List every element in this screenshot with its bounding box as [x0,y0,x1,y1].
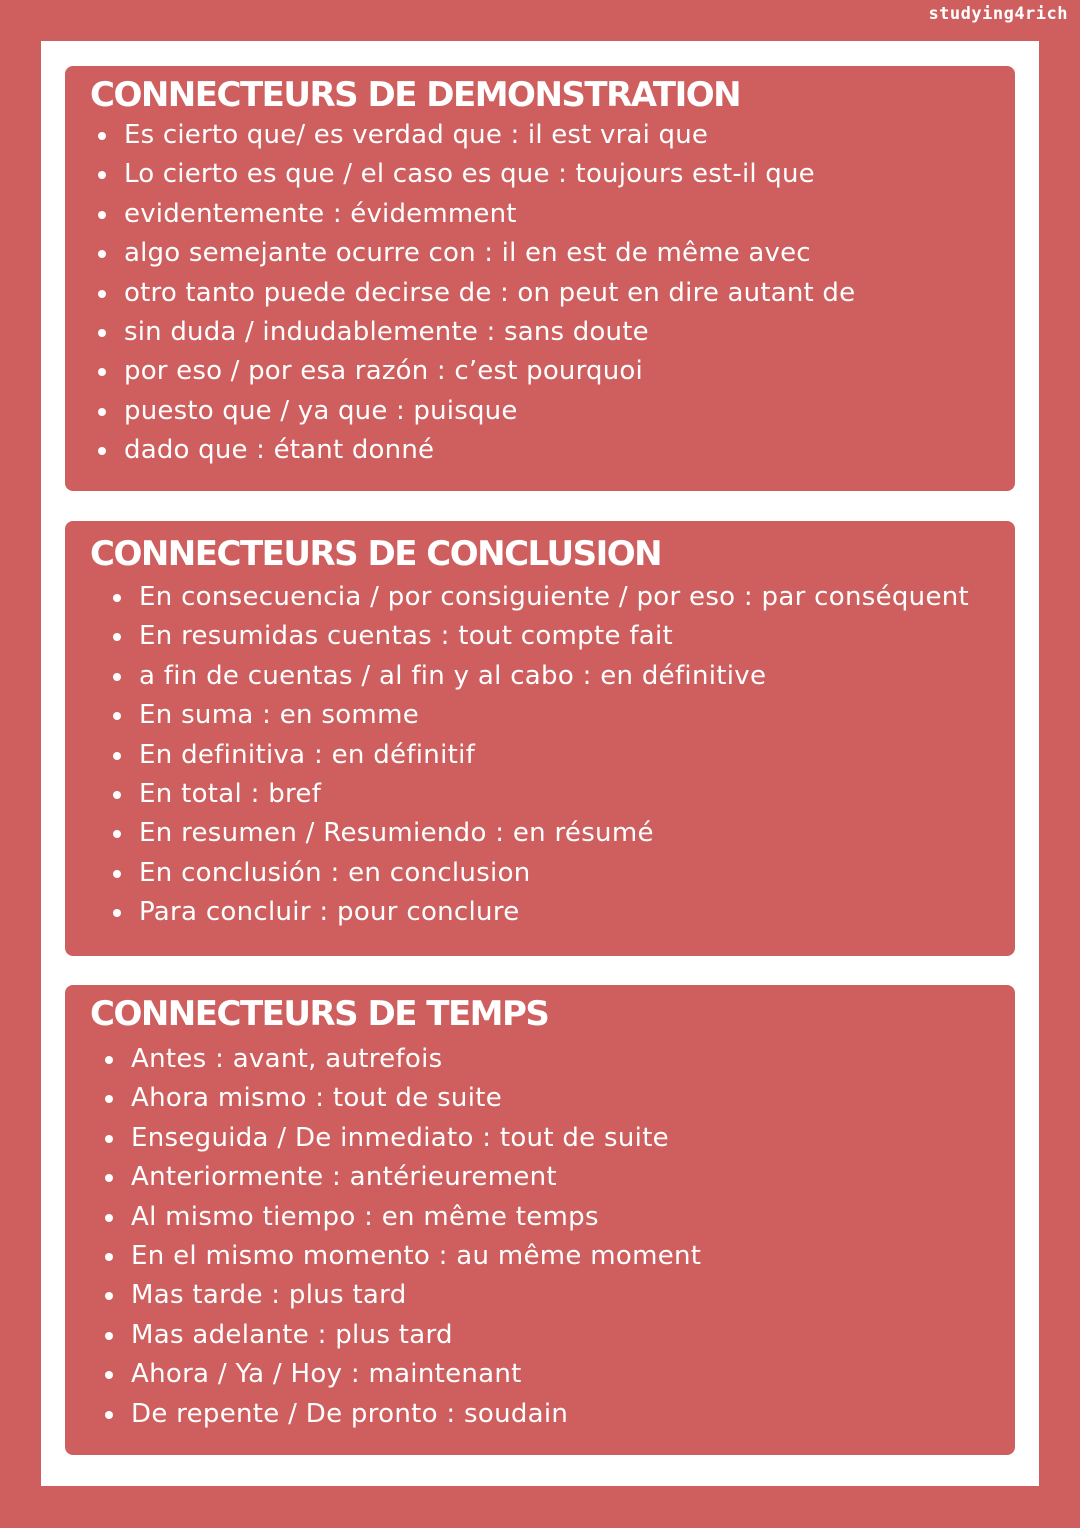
list-item: Ahora / Ya / Hoy : maintenant [131,1355,1015,1394]
list-item: por eso / por esa razón : c’est pourquoi [124,352,1015,391]
list-item: dado que : étant donné [124,431,1015,470]
section-title: CONNECTEURS DE CONCLUSION [90,534,662,574]
list-item: Para concluir : pour conclure [139,893,1015,932]
section-title: CONNECTEURS DE DEMONSTRATION [90,75,741,115]
section-temps [65,985,1015,1455]
list-item: puesto que / ya que : puisque [124,392,1015,431]
list-item: Es cierto que/ es verdad que : il est vrai que [124,116,1015,155]
section-title: CONNECTEURS DE TEMPS [90,994,549,1034]
list-item: En definitiva : en définitif [139,736,1015,775]
list-item: En resumen / Resumiendo : en résumé [139,814,1015,853]
list-item: a fin de cuentas / al fin y al cabo : en définitive [139,657,1015,696]
watermark: studying4rich [928,4,1068,24]
list-item: Ahora mismo : tout de suite [131,1079,1015,1118]
connector-list [65,116,1015,471]
list-item: En conclusión : en conclusion [139,854,1015,893]
list-item: Enseguida / De inmediato : tout de suite [131,1119,1015,1158]
list-item: evidentemente : évidemment [124,195,1015,234]
list-item: Anteriormente : antérieurement [131,1158,1015,1197]
list-item: sin duda / indudablemente : sans doute [124,313,1015,352]
connector-list [65,578,1015,933]
list-item: Lo cierto es que / el caso es que : toujours est-il que [124,155,1015,194]
list-item: algo semejante ocurre con : il en est de même avec [124,234,1015,273]
list-item: Mas adelante : plus tard [131,1316,1015,1355]
list-item: En resumidas cuentas : tout compte fait [139,617,1015,656]
list-item: En suma : en somme [139,696,1015,735]
list-item: En el mismo momento : au même moment [131,1237,1015,1276]
list-item: otro tanto puede decirse de : on peut en dire autant de [124,274,1015,313]
list-item: Al mismo tiempo : en même temps [131,1198,1015,1237]
list-item: En consecuencia / por consiguiente / por eso : par conséquent [139,578,1015,617]
list-item: Mas tarde : plus tard [131,1276,1015,1315]
page-sheet [41,41,1039,1486]
list-item: Antes : avant, autrefois [131,1040,1015,1079]
section-demonstration [65,66,1015,491]
list-item: En total : bref [139,775,1015,814]
section-conclusion [65,521,1015,956]
list-item: De repente / De pronto : soudain [131,1395,1015,1434]
connector-list [65,1040,1015,1434]
